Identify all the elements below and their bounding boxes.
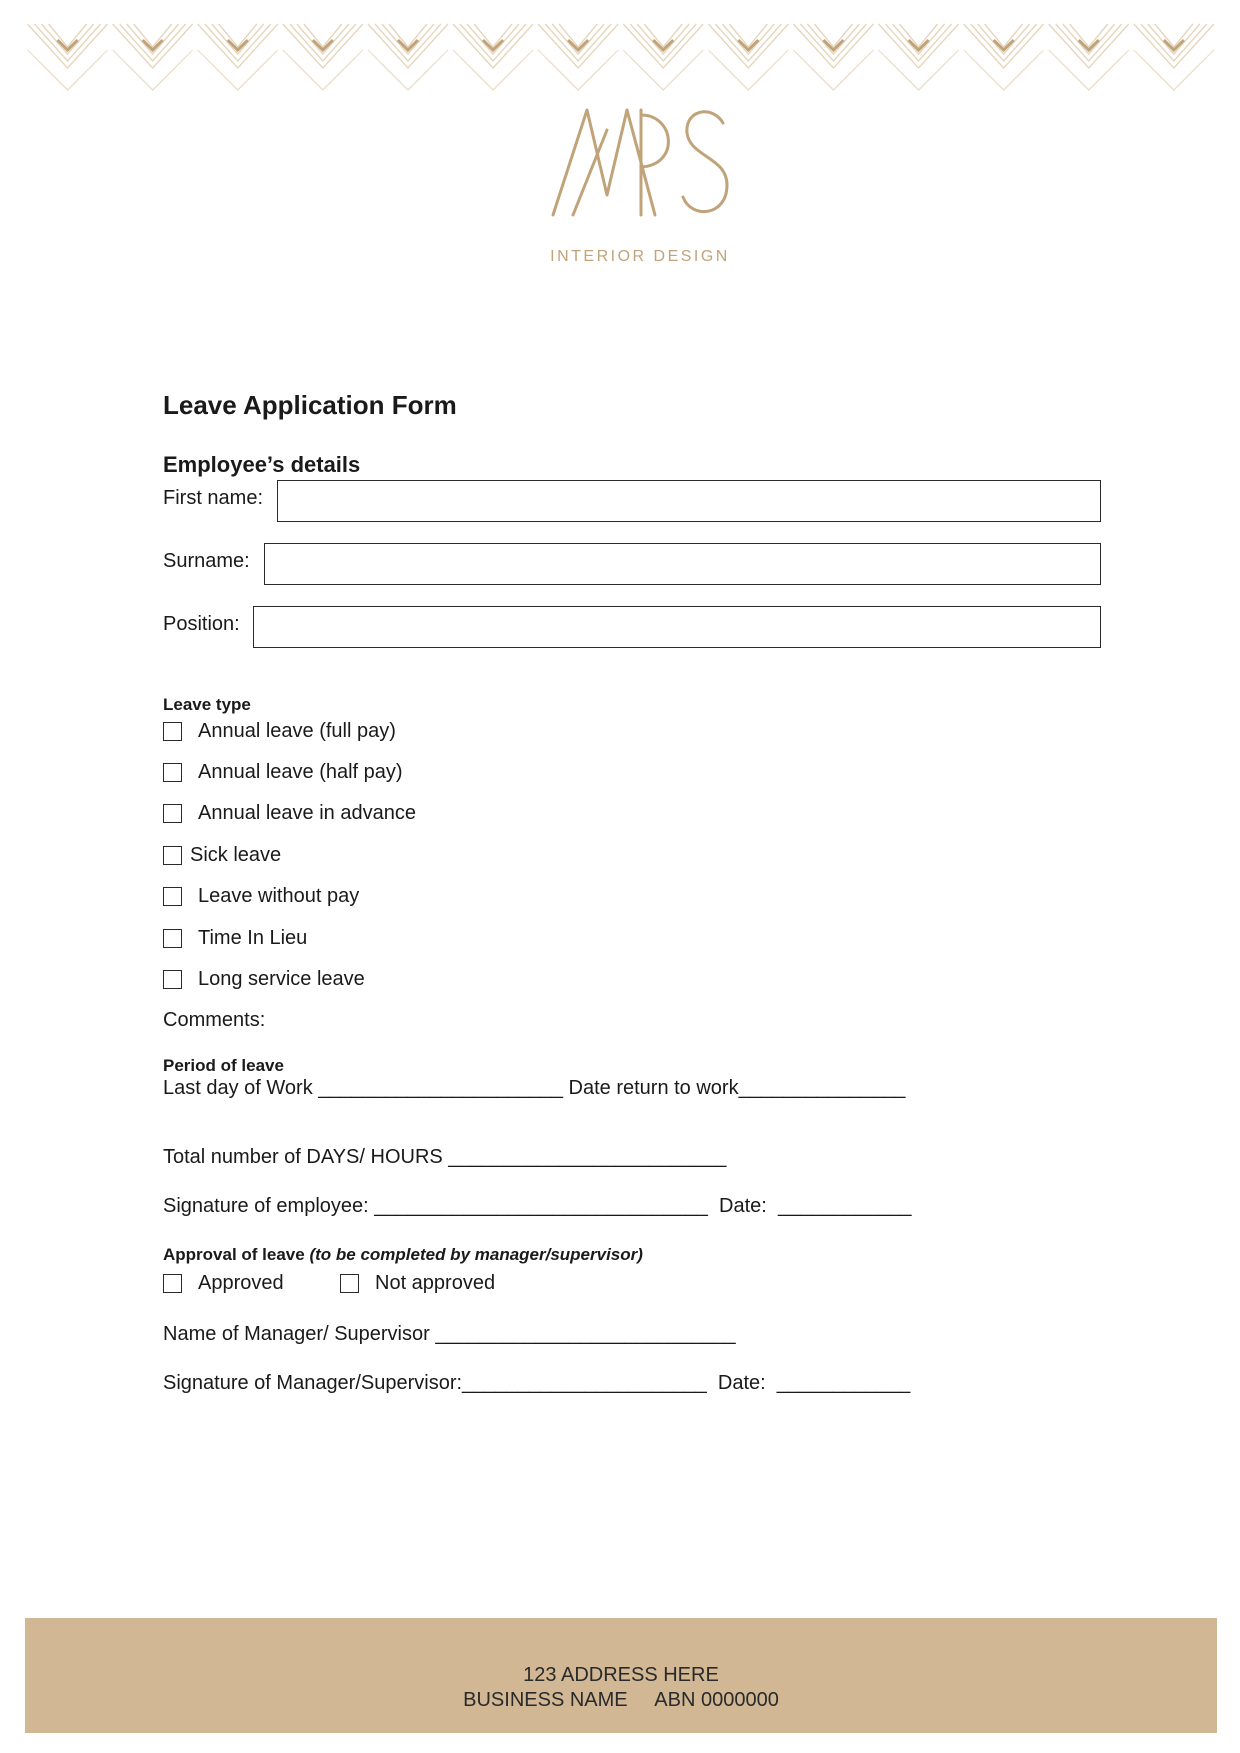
chevron-ornament <box>1079 40 1099 50</box>
checkbox[interactable] <box>163 722 182 741</box>
page-title: Leave Application Form <box>163 390 457 420</box>
mds-logo <box>545 105 735 220</box>
option-label: Not approved <box>375 1272 496 1294</box>
leave-option-time-in-lieu[interactable] <box>163 927 307 950</box>
checkbox[interactable] <box>163 763 182 782</box>
surname-label: Surname: <box>163 550 250 572</box>
chevron-ornament <box>1155 24 1193 47</box>
chevron-ornament <box>653 40 673 50</box>
option-label: Sick leave <box>190 844 282 866</box>
chevron-ornament <box>1049 50 1129 90</box>
chevron-ornament <box>313 40 333 50</box>
chevron-ornament <box>28 50 108 90</box>
chevron-ornament <box>1134 50 1214 90</box>
option-label: Annual leave (half pay) <box>198 761 403 783</box>
chevron-ornament <box>708 50 788 90</box>
chevron-ornament <box>729 24 767 47</box>
chevron-ornament <box>1164 40 1184 50</box>
chevron-ornament <box>738 40 758 50</box>
leave-option-long-service[interactable] <box>163 968 365 991</box>
first-name-field[interactable] <box>277 480 1101 522</box>
chevron-ornament <box>304 24 342 47</box>
position-field[interactable] <box>253 606 1101 648</box>
approval-heading: Approval of leave <box>163 1245 305 1264</box>
position-label: Position: <box>163 613 240 635</box>
surname-field[interactable] <box>264 543 1101 585</box>
checkbox[interactable] <box>163 970 182 989</box>
chevron-ornament <box>909 40 929 50</box>
chevron-ornament <box>219 24 257 47</box>
chevron-ornament <box>814 24 852 47</box>
chevron-ornament <box>474 24 512 47</box>
option-label: Approved <box>198 1272 284 1294</box>
checkbox[interactable] <box>340 1274 359 1293</box>
chevron-ornament <box>389 24 427 47</box>
leave-option-sick[interactable] <box>163 844 281 867</box>
leave-option-annual-full[interactable] <box>163 720 396 743</box>
chevron-ornament <box>538 50 618 90</box>
comments-label: Comments: <box>163 1009 266 1031</box>
chevron-ornament <box>143 40 163 50</box>
checkbox[interactable] <box>163 1274 182 1293</box>
first-name-label: First name: <box>163 487 264 509</box>
chevron-ornament <box>398 40 418 50</box>
option-label: Time In Lieu <box>198 927 308 949</box>
chevron-ornament <box>879 50 959 90</box>
checkbox[interactable] <box>163 846 182 865</box>
approved-option[interactable] <box>163 1272 284 1295</box>
employee-details-heading: Employee’s details <box>163 452 361 477</box>
leave-option-without-pay[interactable] <box>163 885 359 908</box>
leave-option-annual-advance[interactable] <box>163 802 416 825</box>
chevron-ornament <box>228 40 248 50</box>
chevron-ornament <box>283 50 363 90</box>
chevron-ornament <box>823 40 843 50</box>
chevron-ornament <box>900 24 938 47</box>
checkbox[interactable] <box>163 929 182 948</box>
chevron-ornament <box>964 50 1044 90</box>
chevron-ornament <box>453 50 533 90</box>
decorative-border-pattern <box>25 20 1217 92</box>
chevron-ornament <box>58 40 78 50</box>
total-days-line[interactable]: Total number of DAYS/ HOURS _________________________ <box>163 1146 727 1168</box>
chevron-ornament <box>568 40 588 50</box>
manager-signature-line[interactable]: Signature of Manager/Supervisor:______________________ Date: ____________ <box>163 1372 911 1394</box>
chevron-ornament <box>793 50 873 90</box>
option-label: Annual leave (full pay) <box>198 720 396 742</box>
chevron-ornament <box>49 24 87 47</box>
option-label: Leave without pay <box>198 885 360 907</box>
period-heading: Period of leave <box>163 1056 284 1075</box>
chevron-ornament <box>623 50 703 90</box>
chevron-ornament <box>994 40 1014 50</box>
chevron-ornament <box>134 24 172 47</box>
chevron-ornament <box>198 50 278 90</box>
chevron-ornament <box>483 40 503 50</box>
footer-band <box>25 1618 1217 1733</box>
leave-option-annual-half[interactable] <box>163 761 403 784</box>
last-day-return-line[interactable]: Last day of Work ______________________ Date return to work_______________ <box>163 1077 906 1099</box>
chevron-ornament <box>113 50 193 90</box>
footer-business: BUSINESS NAME ABN 0000000 <box>463 1689 779 1711</box>
checkbox[interactable] <box>163 887 182 906</box>
approval-note: (to be completed by manager/supervisor) <box>309 1245 643 1264</box>
option-label: Annual leave in advance <box>198 802 416 824</box>
employee-signature-line[interactable]: Signature of employee: ______________________________ Date: ____________ <box>163 1195 912 1217</box>
footer-address: 123 ADDRESS HERE <box>523 1664 719 1686</box>
chevron-ornament <box>368 50 448 90</box>
manager-name-line[interactable]: Name of Manager/ Supervisor ___________________________ <box>163 1323 736 1345</box>
leave-type-heading: Leave type <box>163 695 251 714</box>
checkbox[interactable] <box>163 804 182 823</box>
not-approved-option[interactable] <box>340 1272 495 1295</box>
approval-heading-row <box>163 1245 643 1265</box>
chevron-ornament <box>985 24 1023 47</box>
chevron-ornament <box>1070 24 1108 47</box>
chevron-ornament <box>644 24 682 47</box>
chevron-ornament <box>559 24 597 47</box>
option-label: Long service leave <box>198 968 365 990</box>
logo-subtitle: INTERIOR DESIGN <box>550 248 730 265</box>
